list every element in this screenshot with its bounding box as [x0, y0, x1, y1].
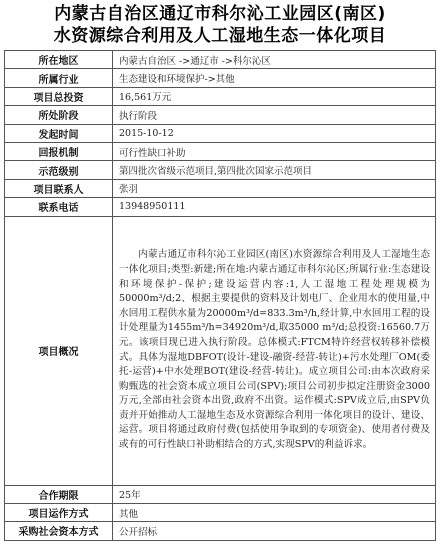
table-row	[5, 179, 436, 197]
row-value: 16,561万元	[113, 87, 436, 105]
row-label: 项目联系人	[5, 179, 113, 197]
table-row	[5, 142, 436, 160]
title-line-1: 内蒙古自治区通辽市科尔沁工业园区(南区)	[54, 4, 386, 24]
table-row	[5, 124, 436, 142]
table-row-overview	[5, 216, 436, 485]
row-value: 内蒙古自治区 ->通辽市 ->科尔沁区	[113, 51, 436, 69]
table-row	[5, 198, 436, 216]
row-label: 发起时间	[5, 124, 113, 142]
row-label: 采购社会资本方式	[5, 522, 113, 540]
table-row	[5, 106, 436, 124]
row-label: 所属行业	[5, 69, 113, 87]
row-value: 第四批次省级示范项目,第四批次国家示范项目	[113, 161, 436, 179]
table-row	[5, 87, 436, 105]
table-row	[5, 69, 436, 87]
page-title	[0, 0, 440, 50]
row-value: 13948950111	[113, 198, 436, 216]
row-label: 合作期限	[5, 485, 113, 503]
table-row	[5, 522, 436, 540]
row-value: 执行阶段	[113, 106, 436, 124]
row-label: 所在地区	[5, 51, 113, 69]
table-row	[5, 485, 436, 503]
title-line-2: 水资源综合利用及人工湿地生态一体化项目	[53, 26, 387, 46]
row-value: 张羽	[113, 179, 436, 197]
row-label: 项目运作方式	[5, 503, 113, 521]
row-label: 项目总投资	[5, 87, 113, 105]
row-value: 2015-10-12	[113, 124, 436, 142]
overview-label: 项目概况	[5, 216, 113, 485]
table-row	[5, 51, 436, 69]
project-info-table	[4, 50, 436, 541]
row-value: 公开招标	[113, 522, 436, 540]
row-label: 联系电话	[5, 198, 113, 216]
row-value: 其他	[113, 503, 436, 521]
row-value: 25年	[113, 485, 436, 503]
table-row	[5, 161, 436, 179]
table-row	[5, 503, 436, 521]
overview-text: 内蒙古通辽市科尔沁工业园区(南区)水资源综合利用及人工湿地生态一体化项目;类型:新建;所在地:内蒙古通辽市科尔沁区;所属行业:生态建设和环境保护-保护;建设运营内容:1,人工湿地工程处理规模为50000m³/d;2、根据主要提供的资料及计划电厂、企业用水的使用量,中水回用工程供水量为20000m³/d=833.3m³/h,经计算,中水回用工程的设计处理量为1455m³/h=34920m³/d,取35000 m³/d;总投资:16560.7万元。该项目现已进入执行阶段。总体模式:FTCM特许经营权转移补偿模式。具体为湿地DBFOT(设计-建设-融资-经营-转让)+污水处理厂OM(委托-运营)+中水处理BOT(建设-经营-转让)。成立项目公司:由本次政府采购甄选的社会资本成立项目公司(SPV);项目公司初步拟定注册资金3000万元,全部由社会资本出资,政府不出资。运作模式:SPV成立后,由SPV负责并开始推动人工湿地生态及水资源综合利用一体化项目的设计、建设、运营。项目将通过政府付费(包括使用争取到的专项资金)、使用者付费及或有的可行性缺口补助相结合的方式,实现SPV的利益诉求。	[113, 216, 436, 485]
row-label: 所处阶段	[5, 106, 113, 124]
row-value: 可行性缺口补助	[113, 142, 436, 160]
row-label: 示范级别	[5, 161, 113, 179]
row-label: 回报机制	[5, 142, 113, 160]
row-value: 生态建设和环境保护->其他	[113, 69, 436, 87]
